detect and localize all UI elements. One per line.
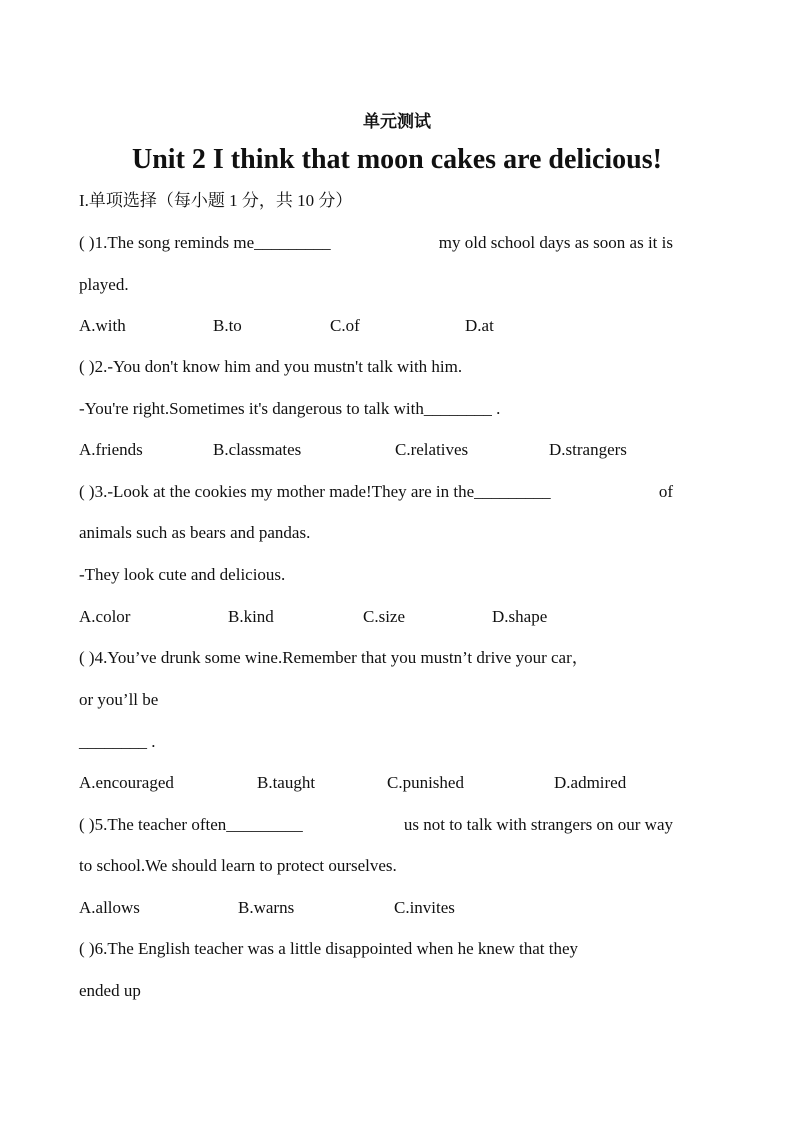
section-heading: I.单项选择（每小题 1 分，共 10 分）	[79, 191, 353, 210]
question-6-line-2: ended up	[79, 981, 141, 1000]
question-5-option-b[interactable]: B.warns	[238, 898, 295, 917]
question-1-option-c[interactable]: C.of	[330, 316, 360, 335]
question-5-stem-right: us not to talk with strangers on our way	[403, 815, 673, 834]
question-1-line-1	[79, 233, 673, 253]
question-3-option-c[interactable]: C.size	[363, 607, 406, 626]
question-4-option-c[interactable]: C.punished	[387, 773, 464, 792]
question-4-option-a[interactable]: A.encouraged	[79, 773, 174, 792]
question-3-option-b[interactable]: B.kind	[228, 607, 274, 626]
question-3-stem-left: ( )3.-Look at the cookies my mother made!They are in the_________	[79, 482, 551, 501]
question-4-line-3: ________ .	[79, 732, 156, 751]
question-3-line-1	[79, 482, 673, 502]
question-1-option-a[interactable]: A.with	[79, 316, 126, 335]
question-1-stem-right: my old school days as soon as it is	[438, 233, 673, 252]
question-4-line-2: or you’ll be	[79, 690, 159, 709]
question-5-line-2: to school.We should learn to protect ourselves.	[79, 856, 397, 875]
question-3-line-2: animals such as bears and pandas.	[79, 523, 311, 542]
question-4-line-1: ( )4.You’ve drunk some wine.Remember that you mustn’t drive your car，	[79, 648, 589, 667]
question-1-option-b[interactable]: B.to	[213, 316, 242, 335]
question-2-option-c[interactable]: C.relatives	[395, 440, 469, 459]
question-3-stem-right: of	[658, 482, 673, 501]
question-5-line-1	[79, 815, 673, 835]
question-3-option-d[interactable]: D.shape	[492, 607, 548, 626]
question-3-option-a[interactable]: A.color	[79, 607, 131, 626]
page-title: Unit 2 I think that moon cakes are delicious!	[132, 144, 662, 175]
question-6-line-1: ( )6.The English teacher was a little disappointed when he knew that they	[79, 939, 578, 958]
question-2-option-d[interactable]: D.strangers	[549, 440, 627, 459]
question-5-option-c[interactable]: C.invites	[394, 898, 455, 917]
question-2-option-a[interactable]: A.friends	[79, 440, 143, 459]
question-5-stem-left: ( )5.The teacher often_________	[79, 815, 303, 834]
question-2-line-2: -You're right.Sometimes it's dangerous to talk with________ .	[79, 399, 501, 418]
question-3-line-3: -They look cute and delicious.	[79, 565, 286, 584]
question-1-line-2: played.	[79, 275, 129, 294]
question-1-stem-left: ( )1.The song reminds me_________	[79, 233, 331, 252]
page-subtitle: 单元测试	[363, 112, 431, 131]
question-4-option-b[interactable]: B.taught	[257, 773, 316, 792]
question-2-option-b[interactable]: B.classmates	[213, 440, 302, 459]
question-1-option-d[interactable]: D.at	[465, 316, 494, 335]
question-2-line-1: ( )2.-You don't know him and you mustn't talk with him.	[79, 357, 463, 376]
question-4-option-d[interactable]: D.admired	[554, 773, 627, 792]
question-5-option-a[interactable]: A.allows	[79, 898, 140, 917]
